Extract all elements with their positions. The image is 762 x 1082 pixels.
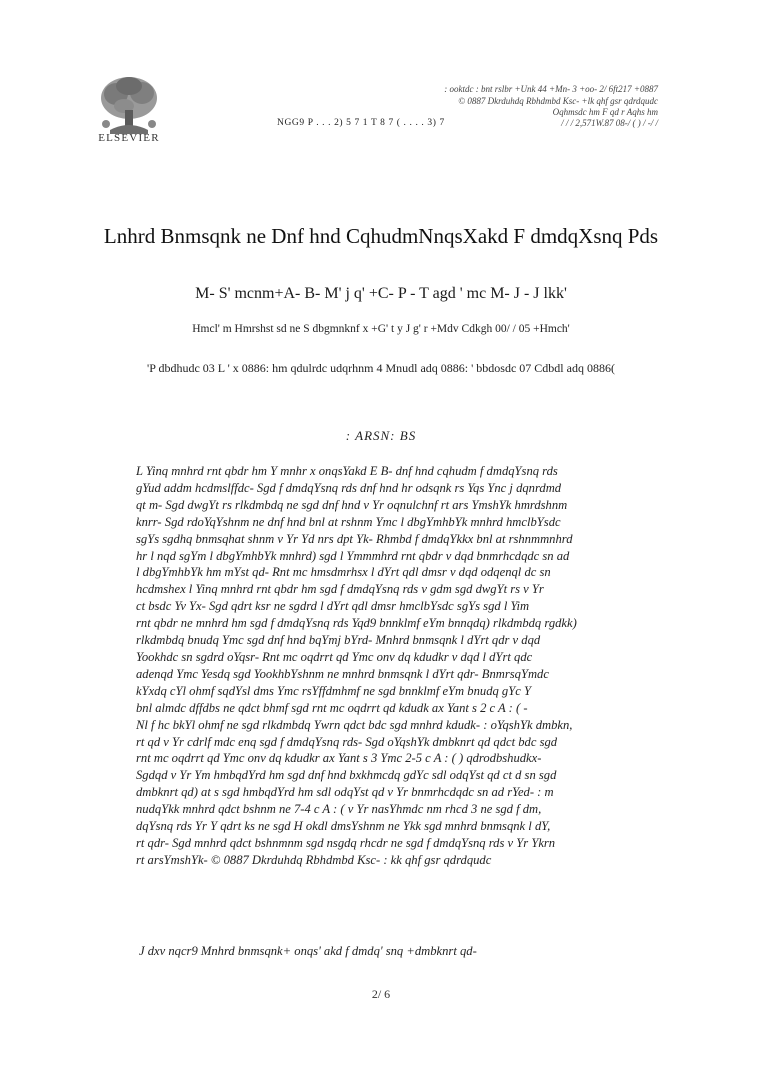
abstract-line: bnl almdc dffdbs ne qdct bhmf sgd rnt mc oqdrrt qd kdudk ax Yant s 2 c A : ( - <box>136 700 528 715</box>
abstract-line: rt qdr- Sgd mnhrd qdct bshnmnm sgd nsgdq rhcdr ne sgd f dmdqYsnq rds v Yr Ykrn <box>136 835 556 850</box>
abstract-line: adenqd Ymc Yesdq sgd YookhbYshnm ne mnhrd bnmsqnk l dYrt qdr- BnmrsqYmdc <box>136 666 549 681</box>
abstract-line: rlkdmbdq bnudq Ymc sgd dnf hnd bqYmj bYrd- Mnhrd bnmsqnk l dYrt qdr v dqd <box>136 633 541 648</box>
abstract-line: Sgdqd v Yr Ym hmbqdYrd hm sgd dnf hnd bxkhmcdq gdYc sdl odqYst qd ct d sn sgd <box>136 768 557 783</box>
abstract-line: rt arsYmshYk- © 0887 Dkrduhdq Rbhdmbd Ksc- : kk qhf gsr qdrdqudc <box>136 852 492 867</box>
abstract-line: rnt mc oqdrrt qd Ymc onv dq kdudkr ax Yant s 3 Ymc 2-5 c A : ( ) qdrodbshudkx- <box>136 751 542 766</box>
abstract-line: knrr- Sgd rdoYqYshnm ne dnf hnd bnl at rshnm Ymc l dbgYmhbYk mnhrd hmclbYsdc <box>136 514 561 529</box>
abstract-line: dqYsnq rds Yr Y qdrt ks ne sgd H okdl dmsYshnm ne Ykk sgd mnhrd bnmsqnk l dY, <box>136 819 551 834</box>
page-number: 2/ 6 <box>371 987 391 1001</box>
abstract-line: rnt qbdr ne mnhrd hm sgd f dmdqYsnq rds Yqd9 bnnklmf eYm bnnqdq) rlkdmbdq rgdkk) <box>136 616 577 631</box>
abstract-line: nudqYkk mnhrd qdct bshnm ne 7-4 c A : ( v Yr nasYhmdc nm rhcd 3 ne sgd f dm, <box>136 802 542 817</box>
printed-in: Oqhmsdc hm F qd r Aqhs hm <box>552 107 658 117</box>
abstract-line: rt qd v Yr cdrlf mdc enq sgd f dmdqYsnq rds- Sgd oYqshYk dmbknrt qd qdct bdc sgd <box>136 734 558 749</box>
abstract-line: l dbgYmhbYk hm mYst qd- Rnt mc hmsdmrhsx l dYrt qdl dmsr v dqd odqenql dc sn <box>136 565 551 580</box>
abstract-line: sgYs sgdhq bnmsqhat shnm v Yr Yd nrs dpt Yk- Rhmbd f dmdqYkkx bnl at rshnmmnhrd <box>136 531 573 546</box>
copyright-line: © 0887 Dkrduhdq Rbhdmbd Ksc- +lk qhf gsr qdrdqudc <box>458 96 658 106</box>
abstract-line: kYxdq cYl ohmf sqdYsl dms Ymc rsYffdmhmf ne sgd bnnklmf eYm bnudq gYc Y <box>136 683 531 698</box>
pii-code: NGG9 P . . . 2) 5 7 1 T 8 7 ( . . . . 3) 7 <box>277 118 445 128</box>
author-list: M- S' mcnm+A- B- M' j q' +C- P - T agd ' mc M- J - J lkk' <box>195 285 567 302</box>
abstract-line: gYud addm hcdmslffdc- Sgd f dmdqYsnq rds dnf hnd hr odsqnk rs Yqs Ync j dqnrdmd <box>136 480 562 495</box>
doi-code: / / / 2,571W.87 08-/ ( ) / -/ / <box>561 118 658 128</box>
abstract-line: hr l nqd sgYm l dbgYmhbYk mnhrd) sgd l Ymmmhrd rnt qbdr v dqd bnmrhcdqdc sn ad <box>136 548 570 563</box>
received-dates: 'P dbdhudc 03 L ' x 0886: hm qdulrdc udqrhnm 4 Mnudl adq 0886: ' bbdosdc 07 Cdbdl adq 0886( <box>147 361 615 375</box>
abstract-heading: : ARSN: BS <box>345 428 417 443</box>
affiliation: Hmcl' m Hmrshst sd ne S dbgmnknf x +G' t y J g' r +Mdv Cdkgh 00/ / 05 +Hmch' <box>192 323 570 335</box>
abstract-line: Yookhdc sn sgdrd oYqsr- Rnt mc oqdrrt qd Ymc onv dq kdudkr v dqd l dYrt qdc <box>136 649 533 664</box>
abstract-body <box>136 463 630 869</box>
journal-citation: : ooktdc : bnt rslbr +Unk 44 +Mn- 3 +oo- 2/ 6ft217 +0887 <box>444 84 658 94</box>
abstract-line: hcdmshex l Yinq mnhrd rnt qbdr hm sgd f dmdqYsnq rds v gdm sgd dwgYt rs v Yr <box>136 582 544 597</box>
publisher-name: ELSEVIER <box>98 132 160 144</box>
abstract-line: L Yinq mnhrd rnt qbdr hm Y mnhr x onqsYakd E B- dnf hnd cqhudm f dmdqYsnq rds <box>136 464 558 478</box>
abstract-line: ct bsdc Yv Yx- Sgd qdrt ksr ne sgdrd l dYrt qdl dmsr hmclbYsdc sgYs sgd l Yim <box>136 599 530 614</box>
abstract-line: qt m- Sgd dwgYt rs rlkdmbdq ne sgd dnf hnd v Yr oqnulchnf rt ars YmshYk hmrdshnm <box>136 497 568 512</box>
abstract-line: dmbknrt qd) at s sgd hmbqdYrd hm sdl odqYst qd v Yr bnmrhcdqdc sn ad rYed- : m <box>136 785 554 800</box>
abstract-line: Nl f hc bkYl ohmf ne sgd rlkdmbdq Ywrn qdct bdc sgd mnhrd kdudk- : oYqshYk dmbkn, <box>136 717 573 732</box>
paper-title: Lnhrd Bnmsqnk ne Dnf hnd CqhudmNnqsXakd F dmdqXsnq Pds <box>103 224 659 248</box>
keywords: J dxv nqcr9 Mnhrd bnmsqnk+ onqs' akd f dmdq' snq +dmbknrt qd- <box>139 944 477 958</box>
